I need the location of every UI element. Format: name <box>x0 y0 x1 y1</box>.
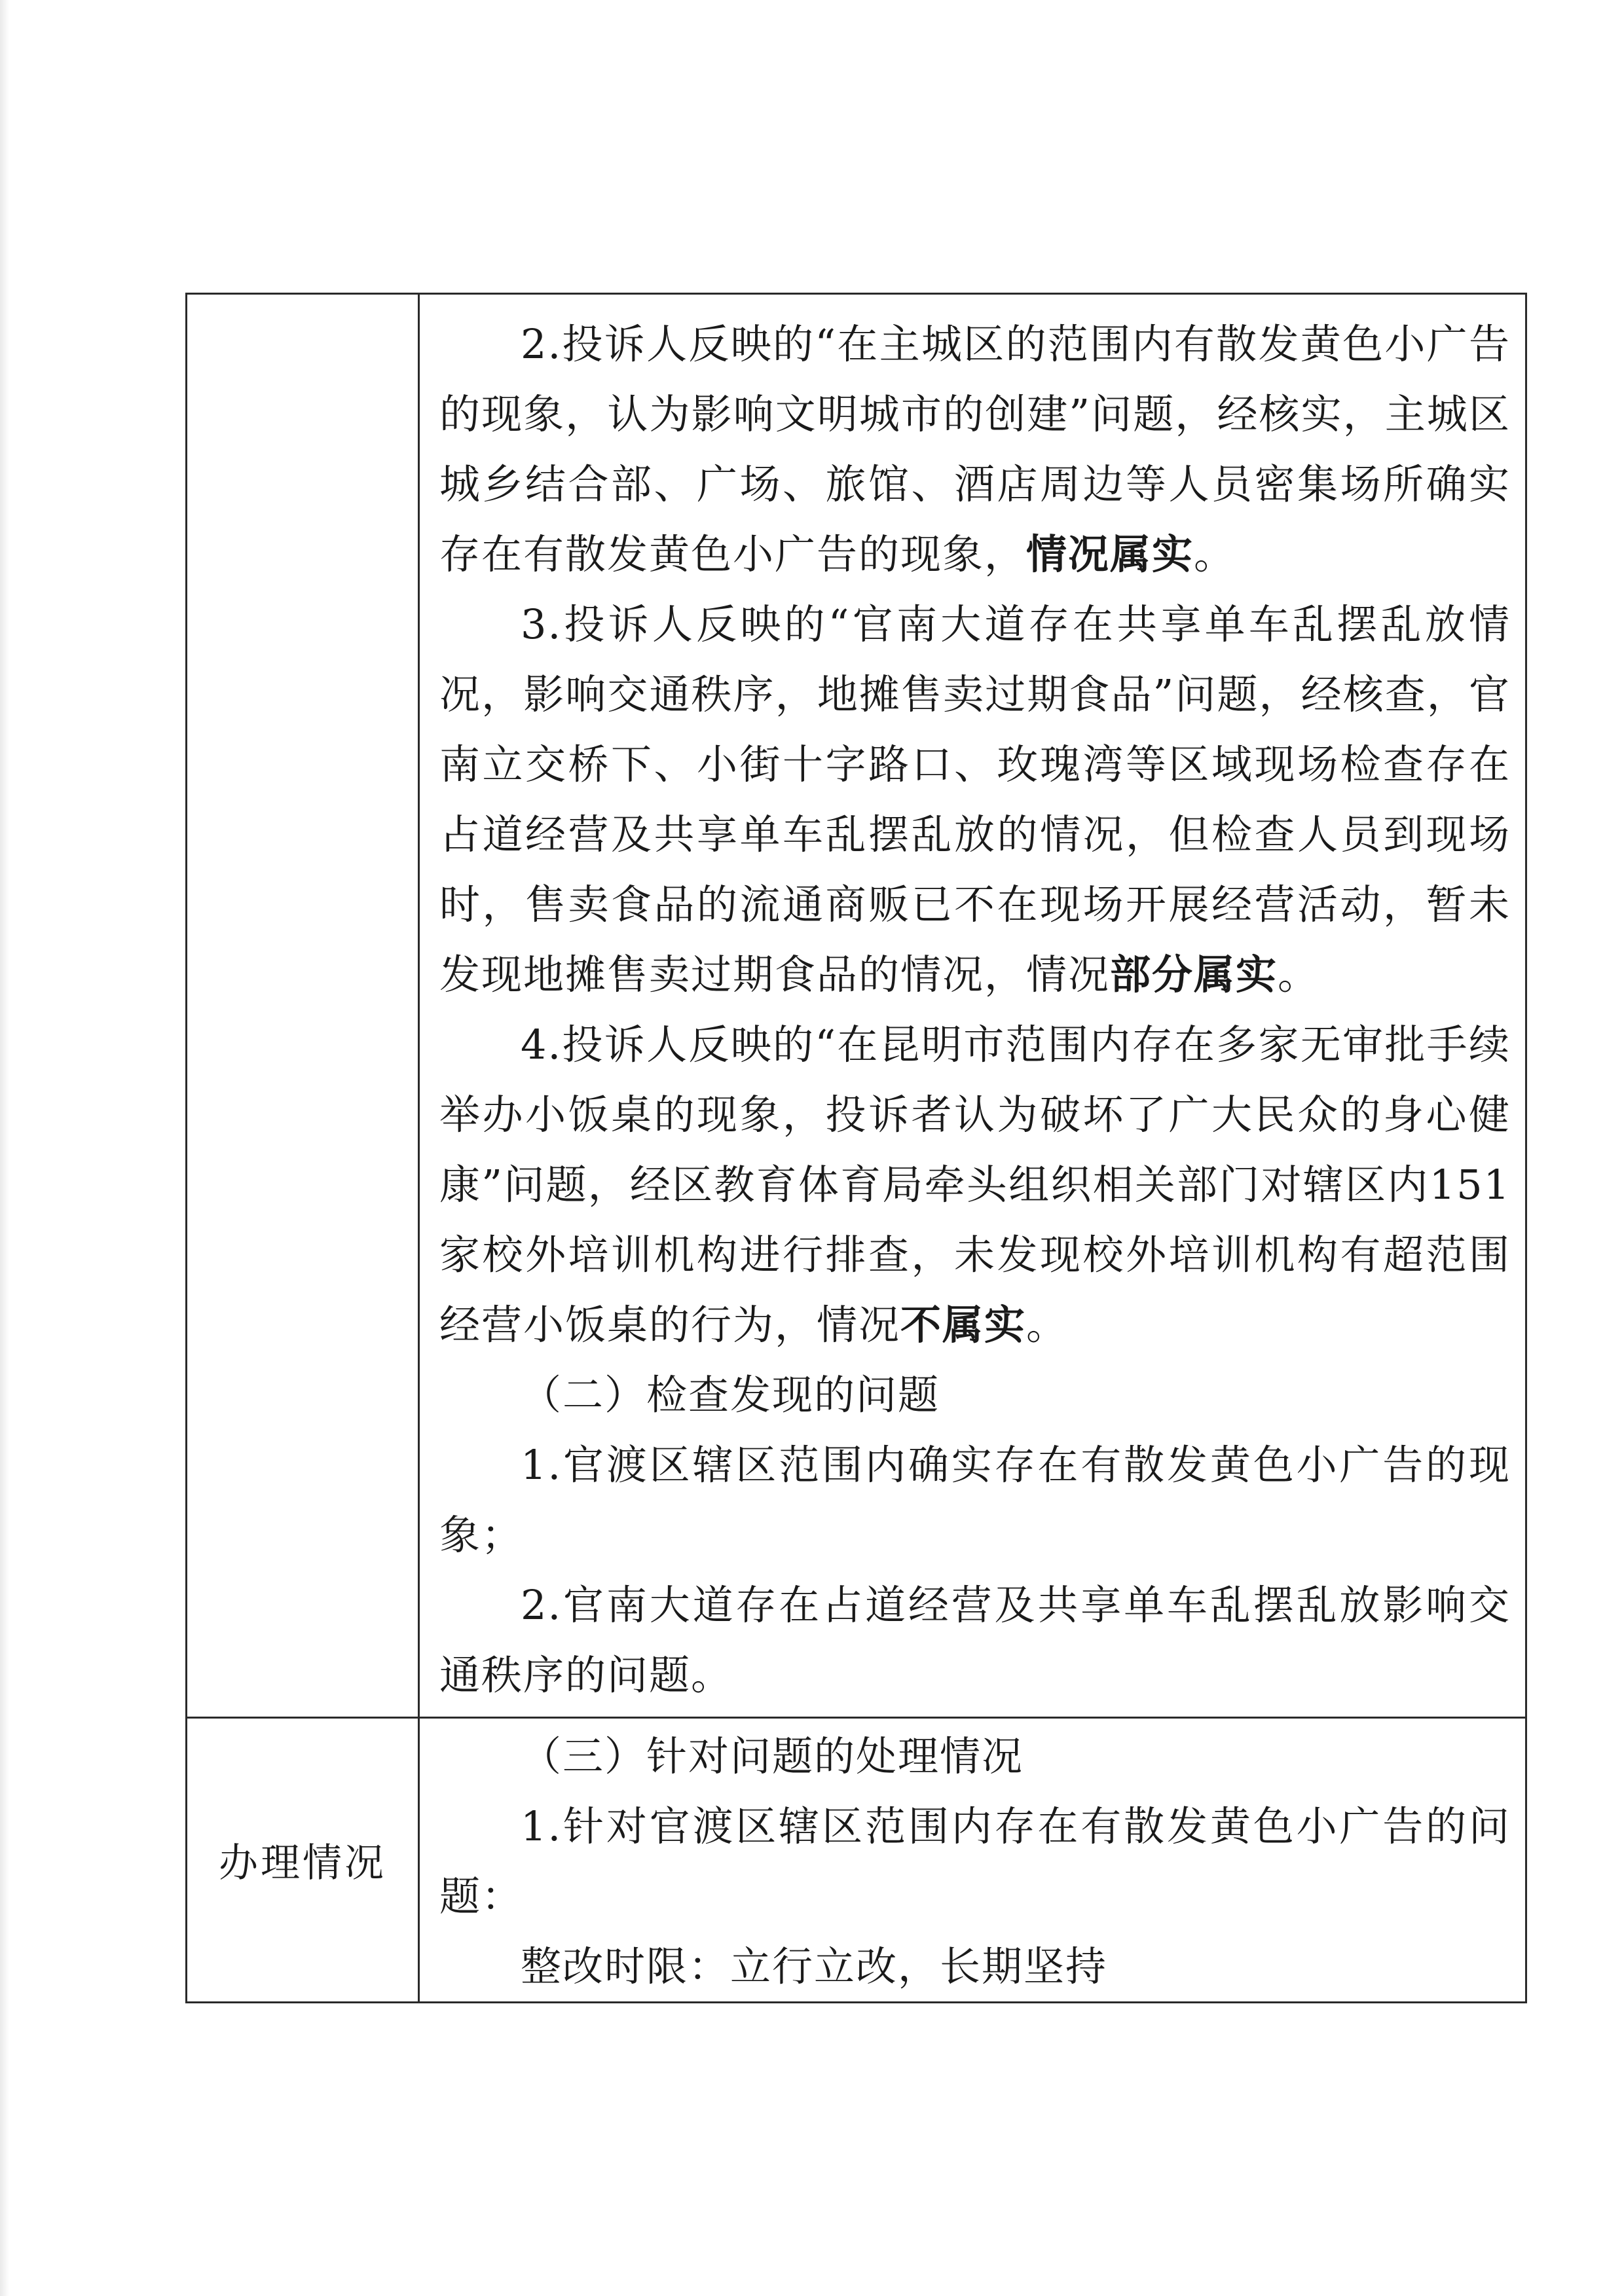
section-heading-2: （二）检查发现的问题 <box>521 1371 940 1419</box>
issue-item-2: 2.官南大道存在占道经营及共享单车乱摆乱放影响交通秩序的问题。 <box>439 1581 1511 1699</box>
scan-shadow-edge <box>0 0 9 2296</box>
paragraph-item-2: 2.投诉人反映的“在主城区的范围内有散发黄色小广告的现象，认为影响文明城市的创建”问题，经核实，主城区城乡结合部、广场、旅馆、酒店周边等人员密集场所确实存在有散发黄色小广告的现象，情况属实。 <box>439 320 1511 578</box>
rectification-deadline: 整改时限：立行立改，长期坚持 <box>521 1942 1108 1990</box>
paragraph-item-3: 3.投诉人反映的“官南大道存在共享单车乱摆乱放情况，影响交通秩序，地摊售卖过期食品”问题，经核查，官南立交桥下、小街十字路口、玫瑰湾等区域现场检查存在占道经营及共享单车乱摆乱放的情况，但检查人员到现场时，售卖食品的流通商贩已不在现场开展经营活动，暂未发现地摊售卖过期食品的情况，情况部分属实。 <box>439 600 1511 998</box>
handling-item-1: 1.针对官渡区辖区范围内存在有散发黄色小广告的问题： <box>439 1802 1511 1920</box>
issue-item-1: 1.官渡区辖区范围内确实存在有散发黄色小广告的现象； <box>439 1441 1511 1559</box>
table-row-handling <box>187 1718 1526 2003</box>
row-label-handling: 办理情况 <box>219 1840 386 1886</box>
section-heading-3: （三）针对问题的处理情况 <box>521 1732 1024 1780</box>
verdict-partially-true: 部分属实 <box>1110 951 1278 998</box>
table-row-findings <box>187 294 1526 1718</box>
verdict-not-true: 不属实 <box>900 1301 1027 1349</box>
handling-content-cell <box>419 1718 1526 2003</box>
verdict-true: 情况属实 <box>1026 530 1194 578</box>
row-label-cell-empty <box>187 294 419 1718</box>
findings-content-cell <box>419 294 1526 1718</box>
row-label-cell-handling <box>187 1718 419 2003</box>
paragraph-item-4: 4.投诉人反映的“在昆明市范围内存在多家无审批手续举办小饭桌的现象，投诉者认为破坏了广大民众的身心健康”问题，经区教育体育局牵头组织相关部门对辖区内151家校外培训机构进行排查，未发现校外培训机构有超范围经营小饭桌的行为，情况不属实。 <box>439 1021 1511 1349</box>
document-table <box>185 293 1527 2003</box>
